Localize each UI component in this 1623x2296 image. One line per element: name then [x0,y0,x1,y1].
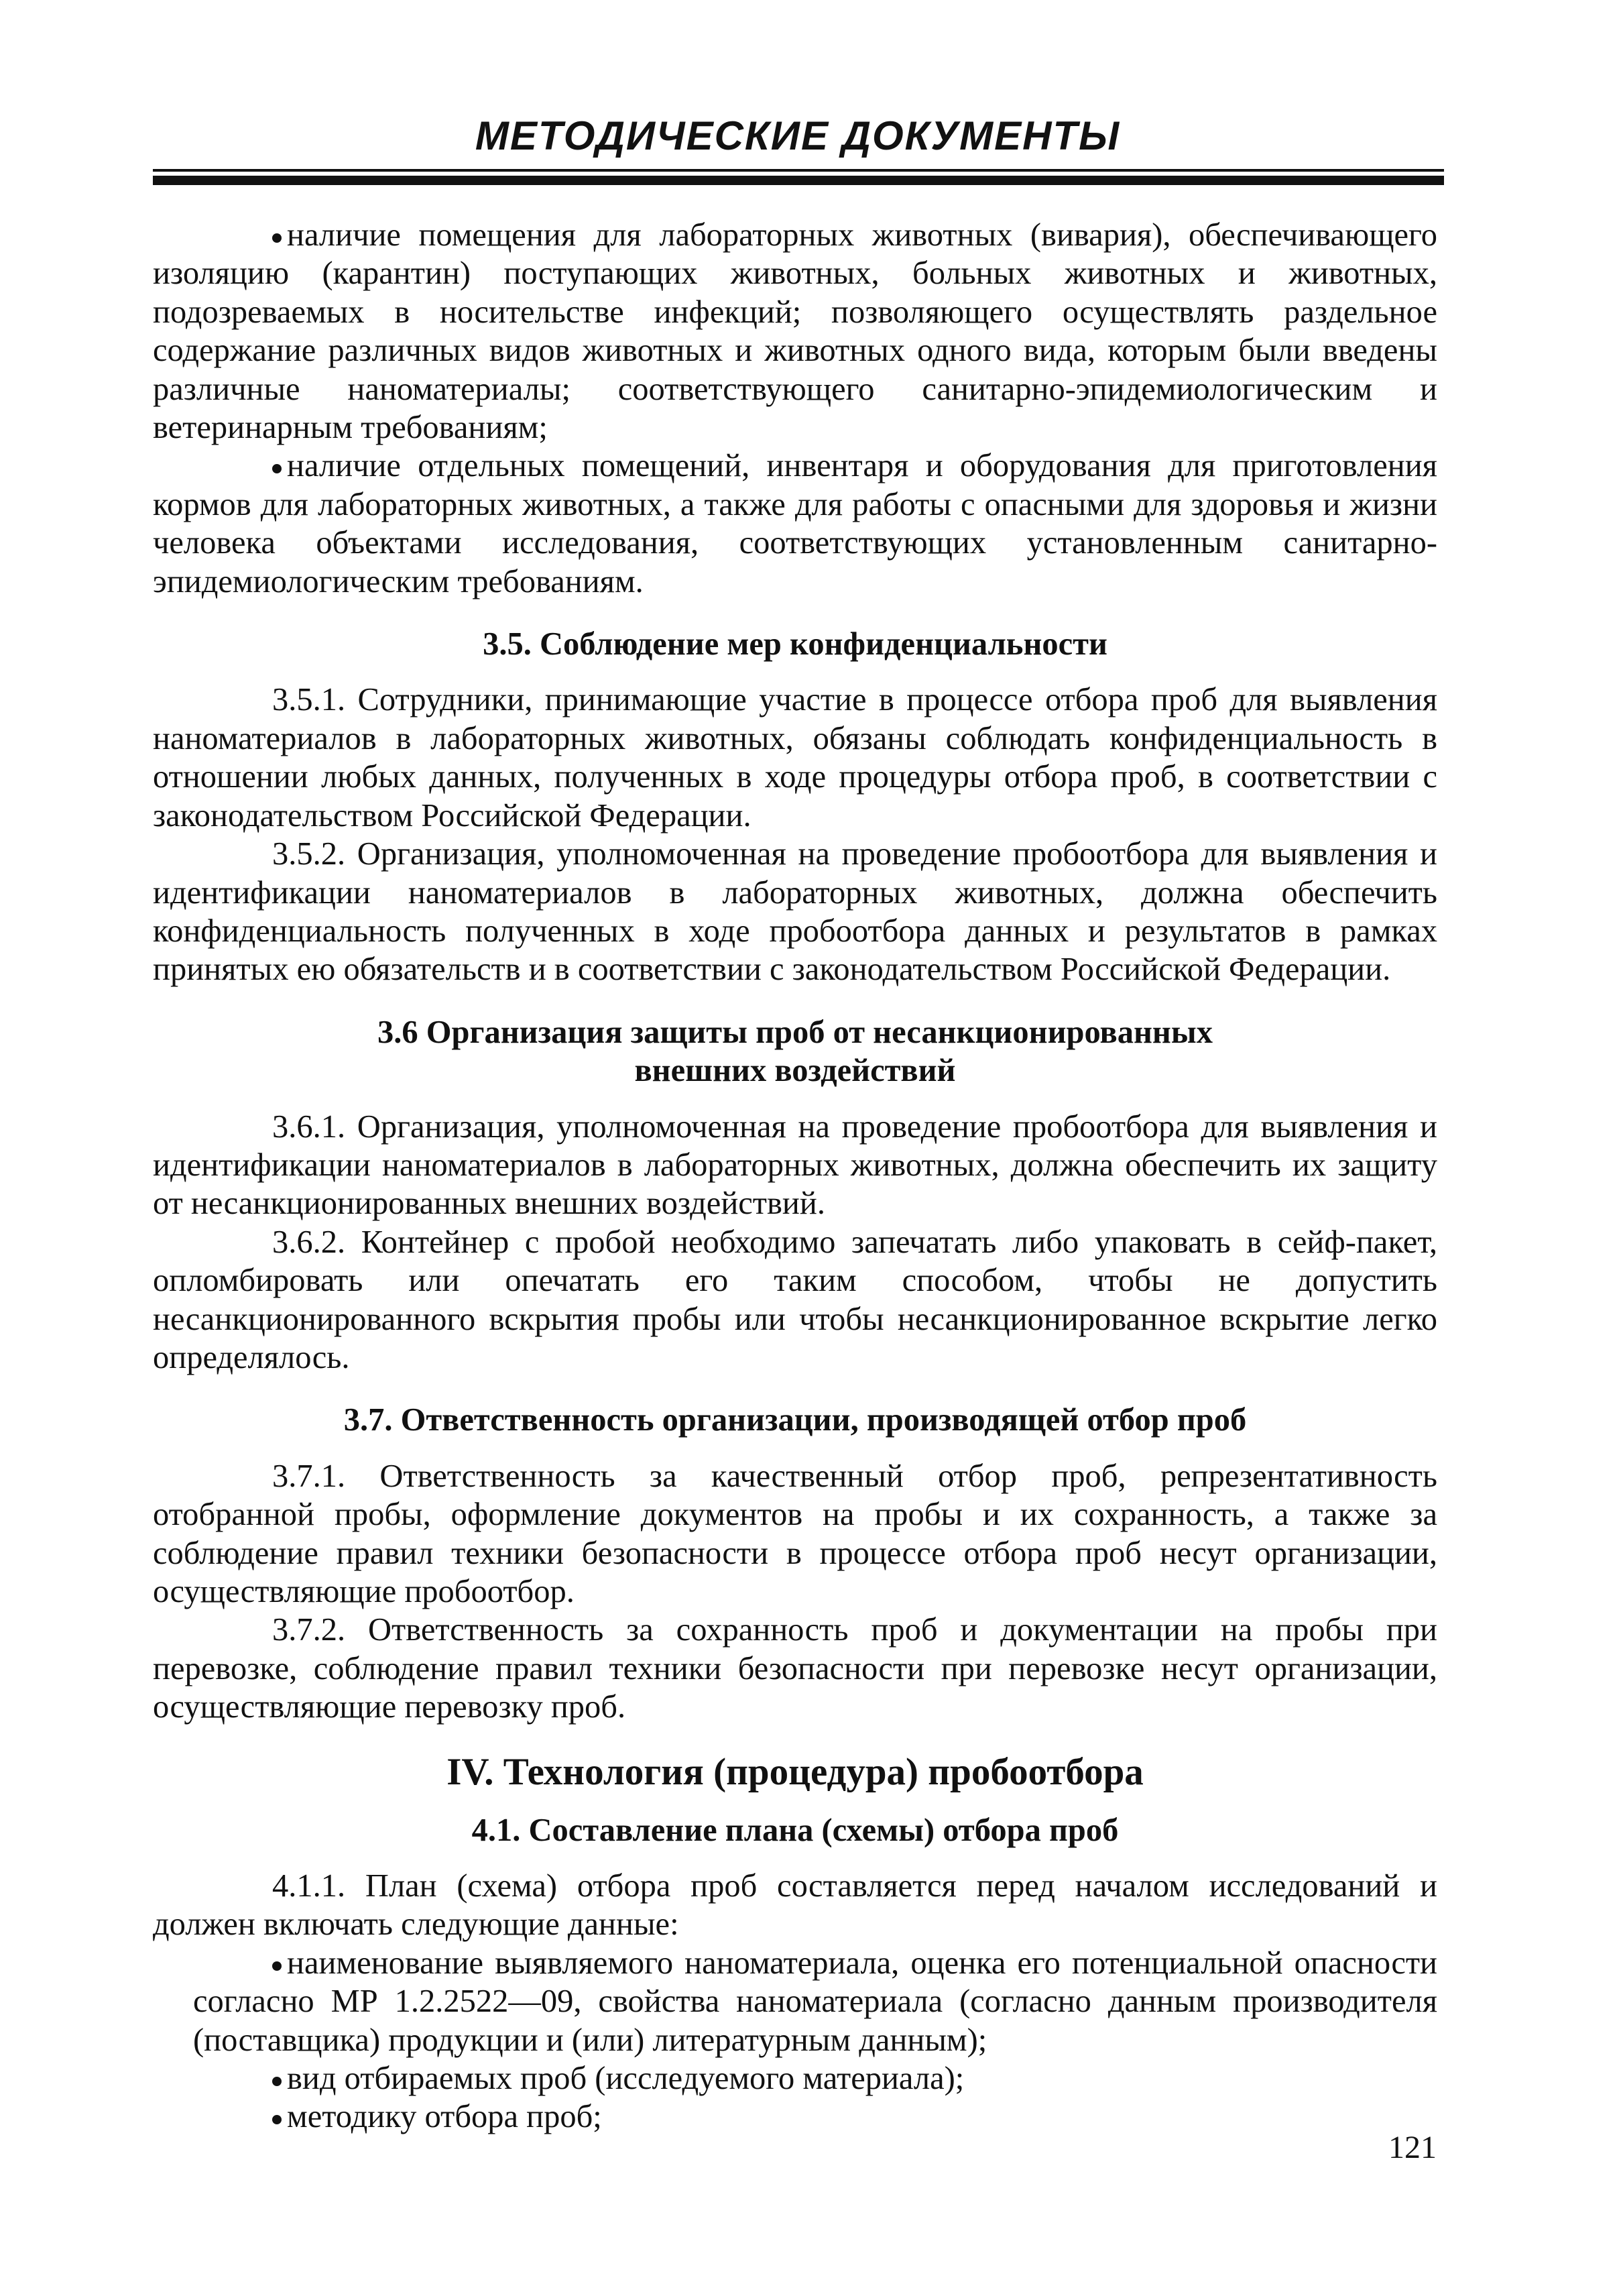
bullet-text: наличие помещения для лабораторных животных (вивария), обеспечивающего изоляцию (карантин) поступающих животных, больных животных и животных, подозреваемых в носительстве инфекций; позволяющего осуществлять раздельное содержание различных видов животных и животных одного вида, которым были введены различные наноматериалы; соответствующего санитарно-эпидемиологическим и ветеринарным требованиям; [153,217,1437,446]
bullet-text: наличие отдельных помещений, инвентаря и оборудования для приготовления кормов для лабораторных животных, а также для работы с опасными для здоровья и жизни человека объектами исследования, соответствующих установленным санитарно-эпидемиологическим требованиям. [153,448,1437,599]
section-heading-4-1: 4.1. Составление плана (схемы) отбора проб [471,1812,1119,1848]
paragraph-4-1-1: 4.1.1. План (схема) отбора проб составляется перед началом исследований и должен включать следующие данные: [153,1868,1437,1943]
header-rule-thick [153,176,1444,185]
paragraph-3-6-1: 3.6.1. Организация, уполномоченная на проведение пробоотбора для выявления и идентификации наноматериалов в лабораторных животных, должна обеспечить их защиту от несанкционированных внешних воздействий. [153,1108,1437,1222]
section-heading-3-6-line1: 3.6 Организация защиты проб от несанкционированных [377,1014,1213,1050]
page-number: 121 [1388,2130,1437,2165]
section-heading-3-6 [153,1013,1437,1090]
section-heading-3-6-line2: внешних воздействий [634,1053,956,1089]
paragraph-3-7-1: 3.7.1. Ответственность за качественный отбор проб, репрезентативность отобранной пробы, оформление документов на пробы и их сохранность, а также за соблюдение правил техники безопасности в процессе отбора проб несут организации, осуществляющие пробоотбор. [153,1458,1437,1609]
bullet-icon [272,2115,282,2124]
running-header-title: МЕТОДИЧЕСКИЕ ДОКУМЕНТЫ [475,113,1121,158]
paragraph-3-7-2: 3.7.2. Ответственность за сохранность проб и документации на пробы при перевозке, соблюдение правил техники безопасности при перевозке несут организации, осуществляющие перевозку проб. [153,1612,1437,1725]
bullet-icon [272,2077,282,2086]
header-rule-thin [153,169,1444,172]
paragraph-3-6-2: 3.6.2. Контейнер с пробой необходимо запечатать либо упаковать в сейф-пакет, опломбировать или опечатать его таким способом, чтобы не допустить несанкционированного вскрытия пробы или чтобы несанкционированное вскрытие легко определялось. [153,1224,1437,1375]
bullet-text: наименование выявляемого наноматериала, оценка его потенциальной опасности согласно МР 1.2.2522—09, свойства наноматериала (согласно данным производителя (поставщика) продукции и (или) литературным данным); [193,1945,1437,2058]
bullet-icon [272,464,282,473]
bullet-item [153,216,1437,447]
bullet-item [193,2098,1437,2136]
bullet-item [193,1944,1437,2059]
paragraph-3-5-2: 3.5.2. Организация, уполномоченная на проведение пробоотбора для выявления и идентификации наноматериалов в лабораторных животных, должна обеспечить конфиденциальность полученных в ходе пробоотбора данных и результатов в рамках принятых ею обязательств и в соответствии с законодательством Российской Федерации. [153,836,1437,988]
bullet-icon [272,1961,282,1971]
bullet-text: вид отбираемых проб (исследуемого материала); [287,2061,965,2097]
paragraph-3-5-1: 3.5.1. Сотрудники, принимающие участие в процессе отбора проб для выявления наноматериалов в лабораторных животных, обязаны соблюдать конфиденциальность в отношении любых данных, полученных в ходе процедуры отбора проб, в соответствии с законодательством Российской Федерации. [153,682,1437,834]
section-heading-3-7: 3.7. Ответственность организации, производящей отбор проб [343,1402,1247,1438]
section-heading-3-5: 3.5. Соблюдение мер конфиденциальности [483,626,1107,663]
bullet-icon [272,233,282,243]
bullet-item [193,2059,1437,2098]
chapter-heading-4: IV. Технология (процедура) пробоотбора [446,1750,1144,1793]
bullet-text: методику отбора проб; [287,2099,602,2135]
page-content [153,216,1437,2136]
bullet-item [153,447,1437,601]
